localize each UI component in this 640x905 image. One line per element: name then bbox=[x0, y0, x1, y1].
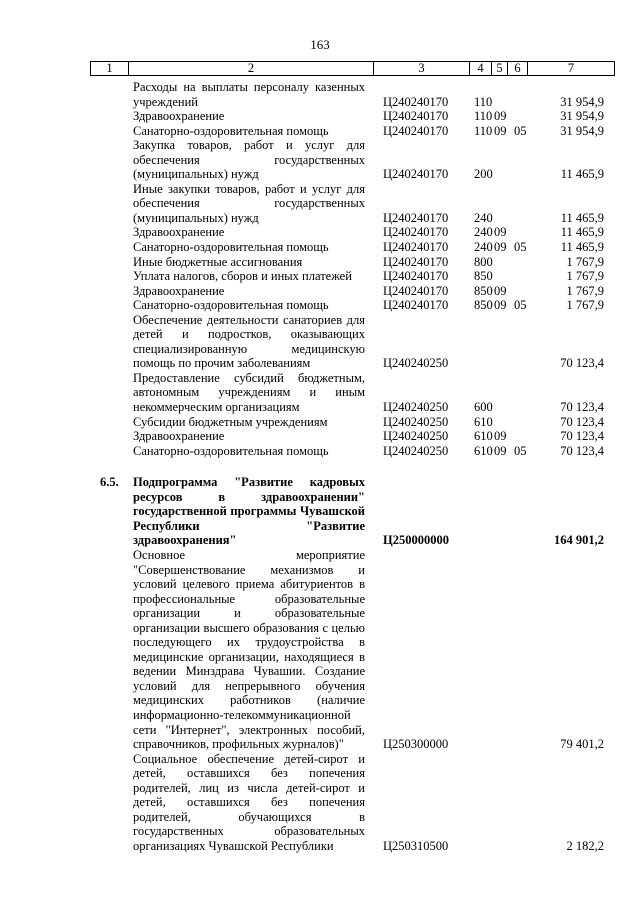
row-amount: 11 465,9 bbox=[560, 167, 604, 182]
row-subsection: 05 bbox=[514, 298, 527, 313]
table-row bbox=[0, 548, 640, 752]
row-amount: 79 401,2 bbox=[560, 737, 604, 752]
row-name: Здравоохранение bbox=[133, 429, 225, 444]
row-amount: 1 767,9 bbox=[566, 269, 604, 284]
table-row bbox=[0, 182, 640, 226]
row-target-code: Ц240240250 bbox=[383, 429, 449, 444]
row-expense-type: 240 bbox=[474, 225, 493, 240]
row-target-code: Ц240240170 bbox=[383, 225, 449, 240]
row-section: 09 bbox=[494, 240, 507, 255]
row-number: 6.5. bbox=[100, 475, 119, 490]
row-target-code: Ц240240170 bbox=[383, 109, 449, 124]
row-name: Санаторно-оздоровительная помощь bbox=[133, 240, 329, 255]
table-row bbox=[0, 225, 640, 240]
row-section: 09 bbox=[494, 443, 507, 458]
row-expense-type: 850 bbox=[474, 269, 493, 284]
row-name: Закупка товаров, работ и услуг для обеспечения государственных (муниципальных) нужд bbox=[133, 138, 365, 182]
row-expense-type: 110 bbox=[474, 94, 493, 109]
row-amount: 1 767,9 bbox=[566, 298, 604, 313]
row-target-code: Ц240240170 bbox=[383, 167, 449, 182]
row-target-code: Ц240240250 bbox=[383, 414, 449, 429]
row-subsection: 05 bbox=[514, 240, 527, 255]
row-section: 09 bbox=[494, 283, 507, 298]
table-row bbox=[0, 284, 640, 299]
row-subsection: 05 bbox=[514, 443, 527, 458]
table-row bbox=[0, 371, 640, 415]
column-header-cell: 3 bbox=[374, 62, 470, 76]
row-section: 09 bbox=[494, 429, 507, 444]
row-name: Здравоохранение bbox=[133, 109, 225, 124]
row-target-code: Ц240240250 bbox=[383, 443, 449, 458]
row-expense-type: 850 bbox=[474, 298, 493, 313]
table-row bbox=[0, 313, 640, 371]
row-amount: 70 123,4 bbox=[560, 429, 604, 444]
row-name: Подпрограмма "Развитие кадровых ресурсов в здравоохранении" государственной программы Чувашской Республики "Развитие здравоохранения" bbox=[133, 475, 365, 548]
row-name: Основное мероприятие "Совершенствование механизмов и условий целевого приема абитуриентов в профессиональные образовательные организации и образовательные организации высшего образования с целью последующего их трудоустройства в медицинские организации, находящиеся в ведении Минздрава Чувашии. Создание условий для непрерывного обучения медицинских работников (наличие информационно-телекоммуникационной сети "Интернет", электронных пособий, справочников, профильных журналов)" bbox=[133, 547, 365, 752]
row-section: 09 bbox=[494, 225, 507, 240]
row-amount: 11 465,9 bbox=[560, 225, 604, 240]
row-target-code: Ц240240250 bbox=[383, 356, 449, 371]
row-name: Расходы на выплаты персоналу казенных учреждений bbox=[133, 80, 365, 109]
page-number: 163 bbox=[310, 37, 330, 52]
row-amount: 70 123,4 bbox=[560, 443, 604, 458]
column-header-cell: 7 bbox=[528, 62, 615, 76]
row-name: Уплата налогов, сборов и иных платежей bbox=[133, 269, 352, 284]
row-target-code: Ц240240170 bbox=[383, 298, 449, 313]
row-section: 09 bbox=[494, 298, 507, 313]
row-target-code: Ц240240170 bbox=[383, 210, 449, 225]
column-header-cell: 1 bbox=[91, 62, 129, 76]
row-name: Санаторно-оздоровительная помощь bbox=[133, 443, 329, 458]
row-target-code: Ц250000000 bbox=[383, 533, 449, 548]
row-target-code: Ц240240250 bbox=[383, 400, 449, 415]
row-name: Обеспечение деятельности санаториев для детей и подростков, оказывающих специализированную медицинскую помощь по прочим заболеваниям bbox=[133, 312, 365, 371]
row-section: 09 bbox=[494, 109, 507, 124]
table-row bbox=[0, 415, 640, 430]
row-target-code: Ц250300000 bbox=[383, 737, 449, 752]
row-target-code: Ц240240170 bbox=[383, 240, 449, 255]
row-name: Санаторно-оздоровительная помощь bbox=[133, 123, 329, 138]
row-expense-type: 610 bbox=[474, 414, 493, 429]
row-name: Иные бюджетные ассигнования bbox=[133, 254, 303, 269]
column-header-cell: 4 bbox=[470, 62, 492, 76]
row-expense-type: 800 bbox=[474, 254, 493, 269]
column-header-cell: 5 bbox=[492, 62, 508, 76]
row-amount: 31 954,9 bbox=[560, 123, 604, 138]
row-expense-type: 240 bbox=[474, 210, 493, 225]
row-amount: 164 901,2 bbox=[554, 533, 604, 548]
column-header-cell: 2 bbox=[129, 62, 374, 76]
row-amount: 31 954,9 bbox=[560, 109, 604, 124]
row-section: 09 bbox=[494, 123, 507, 138]
row-amount: 70 123,4 bbox=[560, 414, 604, 429]
row-target-code: Ц240240170 bbox=[383, 94, 449, 109]
table-row bbox=[0, 752, 640, 854]
row-amount: 11 465,9 bbox=[560, 210, 604, 225]
row-expense-type: 110 bbox=[474, 123, 493, 138]
row-subsection: 05 bbox=[514, 123, 527, 138]
row-spacer bbox=[0, 458, 640, 475]
row-expense-type: 850 bbox=[474, 283, 493, 298]
table-row bbox=[0, 240, 640, 255]
row-target-code: Ц250310500 bbox=[383, 838, 449, 853]
table-row bbox=[0, 138, 640, 182]
column-header bbox=[90, 61, 615, 76]
row-name: Социальное обеспечение детей-сирот и детей, оставшихся без попечения родителей, лиц из числа детей-сирот и детей, оставшихся без попечения родителей, обучающихся в государственных образовательных организациях Чувашской Республики bbox=[133, 751, 365, 853]
table-row bbox=[0, 109, 640, 124]
table-row bbox=[0, 429, 640, 444]
row-target-code: Ц240240170 bbox=[383, 123, 449, 138]
row-amount: 1 767,9 bbox=[566, 283, 604, 298]
row-amount: 11 465,9 bbox=[560, 240, 604, 255]
row-amount: 31 954,9 bbox=[560, 94, 604, 109]
row-amount: 2 182,2 bbox=[566, 838, 604, 853]
row-name: Санаторно-оздоровительная помощь bbox=[133, 298, 329, 313]
budget-table-body bbox=[0, 80, 640, 853]
row-amount: 70 123,4 bbox=[560, 356, 604, 371]
row-name: Иные закупки товаров, работ и услуг для обеспечения государственных (муниципальных) нужд bbox=[133, 181, 365, 225]
row-amount: 70 123,4 bbox=[560, 400, 604, 415]
row-expense-type: 240 bbox=[474, 240, 493, 255]
row-expense-type: 600 bbox=[474, 400, 493, 415]
row-name: Субсидии бюджетным учреждениям bbox=[133, 414, 328, 429]
row-name: Здравоохранение bbox=[133, 225, 225, 240]
table-row bbox=[0, 255, 640, 270]
row-target-code: Ц240240170 bbox=[383, 269, 449, 284]
table-row bbox=[0, 475, 640, 548]
row-amount: 1 767,9 bbox=[566, 254, 604, 269]
row-target-code: Ц240240170 bbox=[383, 254, 449, 269]
table-row bbox=[0, 80, 640, 109]
row-expense-type: 110 bbox=[474, 109, 493, 124]
table-row bbox=[0, 269, 640, 284]
table-row bbox=[0, 444, 640, 459]
row-target-code: Ц240240170 bbox=[383, 283, 449, 298]
column-header-cell: 6 bbox=[508, 62, 528, 76]
row-name: Предоставление субсидий бюджетным, автономным учреждениям и иным некоммерческим организациям bbox=[133, 370, 365, 415]
table-row bbox=[0, 298, 640, 313]
row-expense-type: 610 bbox=[474, 443, 493, 458]
row-expense-type: 200 bbox=[474, 167, 493, 182]
row-expense-type: 610 bbox=[474, 429, 493, 444]
table-row bbox=[0, 124, 640, 139]
row-name: Здравоохранение bbox=[133, 283, 225, 298]
